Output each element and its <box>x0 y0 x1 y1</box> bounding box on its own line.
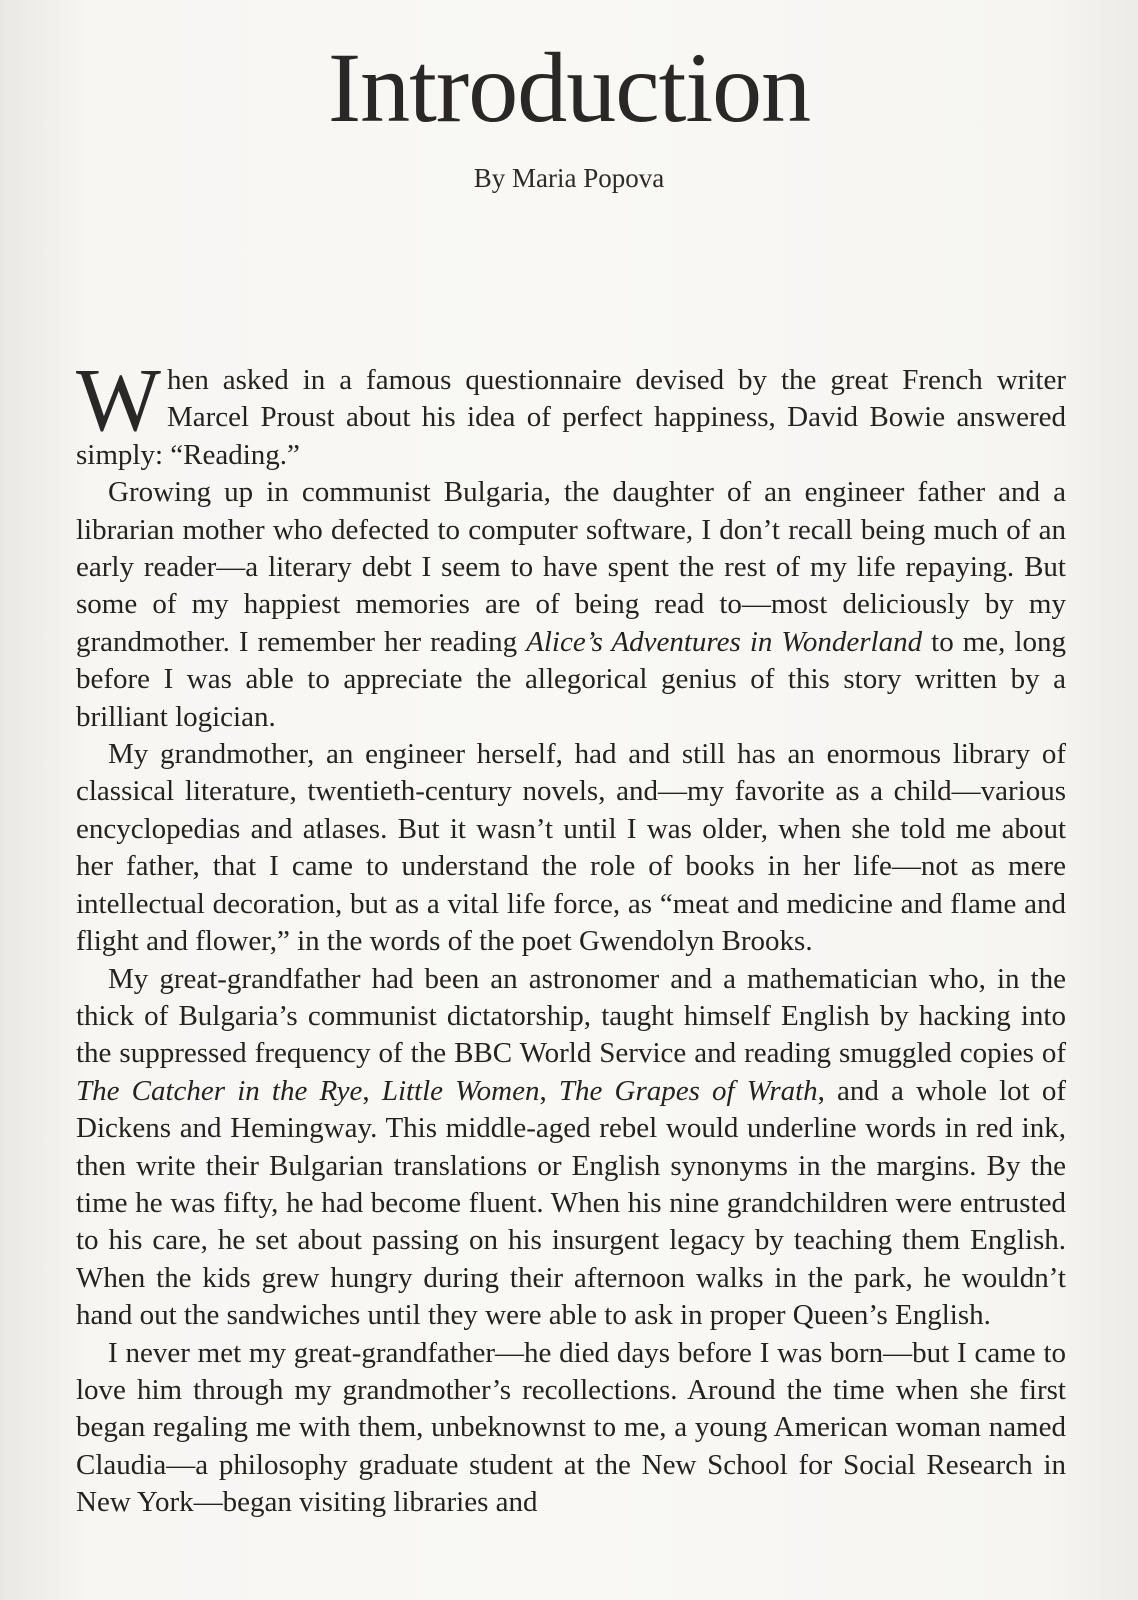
paragraph-4 <box>76 961 1066 1335</box>
paragraph-4-text-a: My great-grandfather had been an astronomer and a mathematician who, in the thick of Bulgaria’s communist dictatorship, taught himself English by hacking into the suppressed frequency of the BBC World Service and reading smuggled copies of <box>76 962 1066 1070</box>
paragraph-5 <box>76 1335 1066 1522</box>
book-title-little-women: Little Women <box>381 1074 540 1107</box>
book-title-catcher: The Catcher in the Rye <box>76 1074 363 1107</box>
byline: By Maria Popova <box>473 163 665 193</box>
paragraph-4-text-b: , and a whole lot of Dickens and Hemingway. This middle-aged rebel would underline words in red ink, then write their Bulgarian translations or English synonyms in the margins. By the time he was fifty, he had become fluent. When his nine grandchildren were entrusted to his care, he set about passing on his insurgent legacy by teaching them English. When the kids grew hungry during their afternoon walks in the park, he wouldn’t hand out the sandwiches until they were able to ask in proper Queen’s English. <box>76 1074 1066 1332</box>
separator-2: , <box>539 1074 559 1107</box>
chapter-title: Introduction <box>327 32 811 143</box>
paragraph-3 <box>76 736 1066 960</box>
body-text <box>76 351 1066 1592</box>
paragraph-2-text-a: Growing up in communist Bulgaria, the daughter of an engineer father and a librarian mother who defected to computer software, I don’t recall being much of an early reader—a literary debt I seem to have spent the rest of my life repaying. But some of my happiest memories are of being read to—most deliciously by my grandmother. I remember her reading <box>76 476 1066 658</box>
paragraph-1 <box>76 351 1066 474</box>
paragraph-2-text-b: to me, long before I was able to appreciate the allegorical genius of this story written by a brilliant logician. <box>76 625 1066 733</box>
book-title-alice: Alice’s Adventures in Wonderland <box>526 625 923 658</box>
drop-cap: W <box>76 351 161 450</box>
book-title-grapes: The Grapes of Wrath <box>558 1074 818 1107</box>
paragraph-3-text: My grandmother, an engineer herself, had and still has an enormous library of classical literature, twentieth-century novels, and—my favorite as a child—various encyclopedias and atlases. But it wasn’t until I was older, when she told me about her father, that I came to understand the role of books in her life—not as mere intellectual decoration, but as a vital life force, as “meat and medicine and flame and flight and flower,” in the words of the poet Gwendolyn Brooks. <box>76 738 1066 958</box>
separator-1: , <box>362 1074 382 1107</box>
paragraph-1-text: hen asked in a famous questionnaire devised by the great French writer Marcel Proust about his idea of perfect happiness, David Bowie answered simply: “Reading.” <box>76 364 1066 471</box>
paragraph-2 <box>76 474 1066 736</box>
paragraph-5-text: I never met my great-grandfather—he died days before I was born—but I came to love him through my grandmother’s recollections. Around the time when she first began regaling me with them, unbeknownst to me, a young American woman named Claudia—a philosophy graduate student at the New School for Social Research in New York—began visiting libraries and <box>76 1336 1066 1519</box>
